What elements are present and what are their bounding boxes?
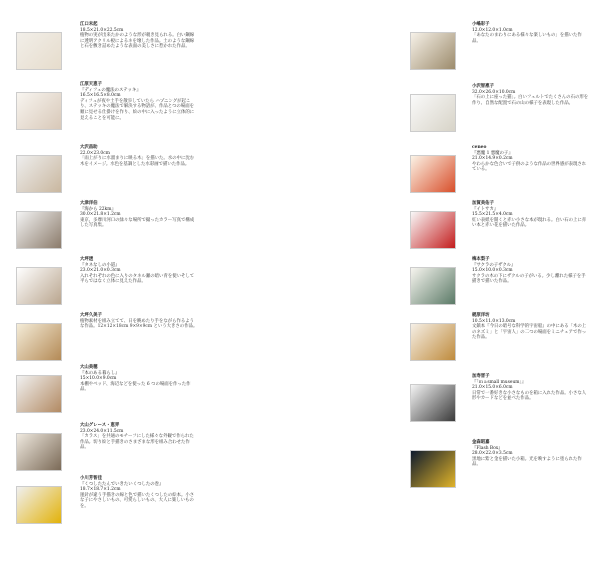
artwork-description: ディフュが夜や土手を散歩していたら ハプニングが起こり、ステッキの魔法で解決する物語が、作品とつの場面を順に見せる仕掛けを作り、絵の中に入ったように立体的に見えることを可能に。 <box>80 98 195 121</box>
artwork-thumbnail <box>410 323 456 361</box>
artwork-size: 22.0×23.0cm <box>80 150 110 156</box>
artwork-thumbnail <box>410 211 456 249</box>
entry-1 <box>200 84 589 144</box>
entry-6 <box>200 374 587 434</box>
artwork-title: 『ディフュの魔法のステッキ』 <box>80 87 141 93</box>
artist-name: 江原天恵子 <box>80 82 102 87</box>
artwork-size: 32.0×26.0×10.0cm <box>472 89 516 95</box>
artwork-thumbnail <box>410 32 456 70</box>
artwork-description: 紅い表紙を開くと赤い小さな本が現れる。白い石の上に赤い本と赤い花を描いた作品。 <box>472 217 587 229</box>
artist-name: 大山美穂 <box>80 365 98 370</box>
artist-name: 大坪久美子 <box>80 313 102 318</box>
artwork-thumbnail <box>410 384 456 422</box>
artwork-size: 21.0×15.0×6.0cm <box>472 385 513 391</box>
entry-0 <box>200 22 582 82</box>
artist-name: 梶原洋坊 <box>472 313 490 318</box>
artwork-description: 「雨上がりに水溜まりに映る木」を描いた。水の中に沈む木をイメージ。水色を基調とした水彩画で描いた作品。 <box>80 156 195 167</box>
artist-name: 大坪透 <box>80 257 94 262</box>
artwork-thumbnail <box>410 94 456 132</box>
artwork-thumbnail <box>16 32 62 70</box>
artist-name: 大津洋伯 <box>80 201 98 206</box>
artwork-description: 文鎮本『今日の暗号な科学的宇宙船』の中にある「木の上のネズミ」と「宇宙人」の二つの場面をミニチュアで作った作品。 <box>472 324 587 341</box>
artwork-description: サクラの木の下にザクルの子がいる。少し離れた様子を手描きで描いた作品。 <box>472 273 586 285</box>
artwork-size: 18.5×21.0×22.5cm <box>80 27 124 33</box>
artwork-description: やわらかな色合いで子供のような作品の世界感が表現されている。 <box>472 161 587 173</box>
artwork-description: 「あなたのまわりにある様々な楽しいもの」を描いた作品。 <box>472 33 582 44</box>
artwork-thumbnail <box>410 450 456 488</box>
artwork-title: 『「ｍａsmall museum」』 <box>472 379 527 385</box>
entry-1 <box>0 82 200 142</box>
artwork-size: 18.7×18.7×1.2cm <box>80 487 121 493</box>
entry-8 <box>0 476 200 536</box>
entry-0 <box>0 22 200 82</box>
artwork-size: 23.0×24.0×11.5cm <box>80 428 124 434</box>
artwork-description: 東京、多摩川河口の緑々な場所で撮ったカラー写真で構成した写真集。 <box>80 217 195 229</box>
entry-7 <box>200 440 582 500</box>
artwork-thumbnail <box>410 267 456 305</box>
artist-name: 大山グレース・恵弄 <box>80 423 120 428</box>
artwork-size: 30.0×21.8×1.2cm <box>80 212 121 218</box>
artist-name: 加寿晋子 <box>472 374 490 379</box>
artwork-title: 『サクラの子ザクル』 <box>472 262 516 268</box>
artwork-description: 黒地に紫と金を描いた小箱。光を映すように塗られた作品。 <box>472 456 582 468</box>
artist-name: 大沢昌助 <box>80 145 98 150</box>
artwork-size: 10.5×11.0×13.0cm <box>472 318 516 324</box>
entry-3 <box>0 201 200 261</box>
artist-name: 小嶋彩子 <box>472 22 490 27</box>
entry-6 <box>0 365 200 425</box>
artwork-size: 12.0×12.0×1.0cm <box>472 27 513 33</box>
artist-name: 小沢智惠子 <box>472 84 494 89</box>
artwork-title: 『悪魔 1 悪魔の子』 <box>472 150 513 156</box>
artwork-size: 15.0×10.0×0.3cm <box>472 268 513 274</box>
entry-5 <box>200 313 587 373</box>
artwork-size: 21.0×14.9×0.2cm <box>472 156 513 162</box>
artwork-thumbnail <box>16 267 62 305</box>
artwork-description: 入れそれぞれの色に入りのタネル瀬の暗い青を使いそして平らではなく立体に見えた作品。 <box>80 273 195 285</box>
artwork-title: 『Flash Box』 <box>472 445 503 451</box>
artwork-thumbnail <box>16 211 62 249</box>
entry-4 <box>0 257 200 317</box>
artwork-thumbnail <box>16 486 62 524</box>
artwork-title: 『イトサカ』 <box>472 206 499 212</box>
artwork-description: 植物の実が出来たかのような形が覗き見られる。白い鋼線に透明アクリル板によるネを壊した作品。土のような鋼線と石を敷き詰めたような表面の美しさに惹かれた作品。 <box>80 33 195 50</box>
artwork-title: 『くつしたたんでいきたいくつしたの巻』 <box>80 481 164 487</box>
artwork-size: 28.0×22.0×3.5cm <box>472 451 513 457</box>
artist-name: 加賀美佑子 <box>472 201 494 206</box>
artwork-thumbnail <box>16 92 62 130</box>
artwork-thumbnail <box>16 323 62 361</box>
artwork-description: 本棚やベッド、海辺などを使った 6 つの場面を作った作品。 <box>80 381 191 393</box>
artwork-title: 『海から 22km』 <box>80 206 116 212</box>
artwork-thumbnail <box>16 375 62 413</box>
artist-name: 金森昭嘉 <box>472 440 490 445</box>
artwork-description: 植物素材を組み立てて、日を眺めたり手をながら作るような作品。12×12×18cm 9×9×9cm という大きさの作品。 <box>80 318 198 330</box>
entry-5 <box>0 313 200 373</box>
artist-name: 江口未起 <box>80 22 98 27</box>
artwork-size: 15×10.0×9.0cm <box>80 376 117 382</box>
artwork-description: 「カラス」を共通のモチーフにした様々な外観で作られた作品。切り絵と手描きのさまざまな形を組み合わせた作品。 <box>80 434 194 451</box>
artwork-description: 「石の上に座った猫」。白いフェルトでたくさんの石の形を作り、自然な配置で石の山の様子を表現した作品。 <box>472 95 589 106</box>
artwork-thumbnail <box>16 433 62 471</box>
artist-name: ceneo <box>472 145 487 150</box>
artwork-thumbnail <box>16 155 62 193</box>
artwork-title: 『タネなしの小道』 <box>80 262 120 268</box>
artist-name: 梅本梨子 <box>472 257 490 262</box>
artist-name: 小川芳智佳 <box>80 476 102 481</box>
artwork-description: 日常で一番好きな小さなものを箱に入れた作品。小さな人形やカードなどを並べた作品。 <box>472 390 587 402</box>
artwork-size: 15.5×21.5×4.0cm <box>472 212 513 218</box>
artwork-description: 運針が違う手描きの線と色で描いたくつしたの絵本。小さな子にやさしいもの、可愛らしいもの、大人に楽しいものを。 <box>80 492 195 509</box>
entry-7 <box>0 423 200 483</box>
artwork-size: 23.0×21.0×0.3cm <box>80 268 121 274</box>
entry-2 <box>0 145 200 205</box>
artwork-title: 『本のある暮らし』 <box>80 370 120 376</box>
artwork-thumbnail <box>410 155 456 193</box>
artwork-size: 16.5×16.5×8.0cm <box>80 93 121 99</box>
